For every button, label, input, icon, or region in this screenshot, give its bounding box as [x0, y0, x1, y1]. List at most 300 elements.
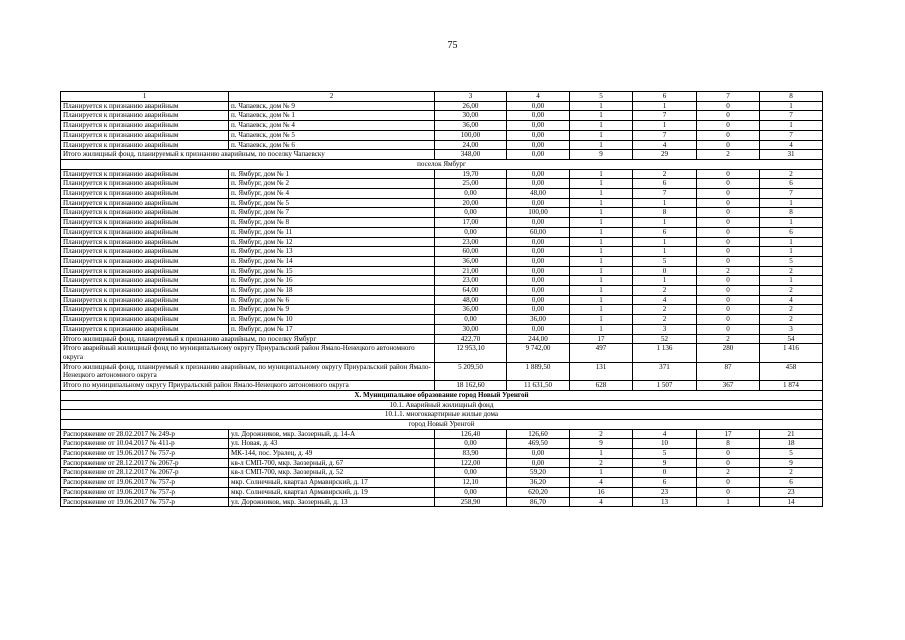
basis-cell: Планируется к признанию аварийным [61, 247, 229, 257]
basis-cell: Планируется к признанию аварийным [61, 179, 229, 189]
address-cell: п. Чапаевск, дом № 4 [229, 121, 435, 131]
basis-cell: Планируется к признанию аварийным [61, 111, 229, 121]
total-row [61, 344, 823, 362]
value-cell: 1 [760, 247, 823, 257]
value-cell: 4 [633, 140, 697, 150]
address-cell: п. Чапаевск, дом № 1 [229, 111, 435, 121]
basis-cell: Планируется к признанию аварийным [61, 266, 229, 276]
total-label-cell: Итого аварийный жилищный фонд по муниципальному округу Приуральский район Ямало-Ненецкого автономного округа [61, 344, 435, 362]
value-cell: 5 [760, 449, 823, 459]
address-cell: п. Чапаевск, дом № 6 [229, 140, 435, 150]
total-value-cell: 244,00 [507, 334, 570, 344]
value-cell: 1 [633, 276, 697, 286]
value-cell: 0,00 [507, 101, 570, 111]
value-cell: 4 [760, 295, 823, 305]
total-value-cell: 422,70 [435, 334, 507, 344]
column-number-row [61, 92, 823, 102]
table-row [61, 189, 823, 199]
value-cell: 1 [570, 208, 633, 218]
value-cell: 1 [633, 237, 697, 247]
value-cell: 0 [633, 266, 697, 276]
value-cell: 0 [697, 237, 760, 247]
page-number: 75 [447, 40, 458, 51]
value-cell: 1 [570, 218, 633, 228]
total-value-cell: 9 [570, 150, 633, 160]
value-cell: 126,40 [435, 429, 507, 439]
value-cell: 0 [697, 169, 760, 179]
value-cell: 0,00 [435, 315, 507, 325]
value-cell: 0 [697, 315, 760, 325]
value-cell: 23,00 [435, 237, 507, 247]
housing-table-container [60, 91, 822, 507]
total-value-cell: 1 136 [633, 344, 697, 362]
total-row [61, 362, 823, 380]
value-cell: 4 [633, 429, 697, 439]
value-cell: 1 [633, 121, 697, 131]
value-cell: 20,00 [435, 198, 507, 208]
value-cell: 1 [570, 101, 633, 111]
value-cell: 0,00 [507, 247, 570, 257]
address-cell: п. Ямбург, дом № 10 [229, 315, 435, 325]
value-cell: 59,20 [507, 468, 570, 478]
value-cell: 2 [760, 266, 823, 276]
table-row [61, 101, 823, 111]
section-heading-cell: X. Муниципальное образование город Новый Уренгой [61, 390, 823, 400]
total-label-cell: Итого по муниципальному округу Приуральский район Ямало-Ненецкого автономного округа [61, 381, 435, 391]
value-cell: 4 [760, 140, 823, 150]
value-cell: 9 [570, 439, 633, 449]
value-cell: 2 [697, 468, 760, 478]
value-cell: 122,00 [435, 458, 507, 468]
table-row [61, 487, 823, 497]
basis-cell: Планируется к признанию аварийным [61, 305, 229, 315]
address-cell: п. Ямбург, дом № 17 [229, 324, 435, 334]
table-row [61, 478, 823, 488]
value-cell: 17,00 [435, 218, 507, 228]
address-cell: п. Ямбург, дом № 14 [229, 256, 435, 266]
value-cell: 7 [760, 189, 823, 199]
total-value-cell: 52 [633, 334, 697, 344]
basis-cell: Планируется к признанию аварийным [61, 276, 229, 286]
table-row [61, 208, 823, 218]
address-cell: п. Ямбург, дом № 11 [229, 227, 435, 237]
value-cell: 258,90 [435, 497, 507, 507]
total-value-cell: 1 889,50 [507, 362, 570, 380]
value-cell: 2 [697, 266, 760, 276]
value-cell: 24,00 [435, 140, 507, 150]
basis-cell: Планируется к признанию аварийным [61, 198, 229, 208]
value-cell: 7 [760, 130, 823, 140]
address-cell: ул. Дорожников, мкр. Заозерный, д. 13 [229, 497, 435, 507]
value-cell: 5 [760, 256, 823, 266]
value-cell: 0,00 [435, 439, 507, 449]
value-cell: 60,00 [435, 247, 507, 257]
value-cell: 19,70 [435, 169, 507, 179]
value-cell: 0 [697, 324, 760, 334]
value-cell: 2 [633, 286, 697, 296]
basis-cell: Планируется к признанию аварийным [61, 324, 229, 334]
value-cell: 0 [697, 449, 760, 459]
table-row [61, 198, 823, 208]
address-cell: п. Ямбург, дом № 9 [229, 305, 435, 315]
table-row [61, 256, 823, 266]
value-cell: 4 [570, 478, 633, 488]
value-cell: 23,00 [435, 276, 507, 286]
address-cell: кв-л СМП-700, мкр. Заозерный, д. 67 [229, 458, 435, 468]
total-value-cell: 1 507 [633, 381, 697, 391]
value-cell: 48,00 [507, 189, 570, 199]
total-value-cell: 5 209,50 [435, 362, 507, 380]
total-value-cell: 2 [697, 150, 760, 160]
total-value-cell: 18 162,60 [435, 381, 507, 391]
value-cell: 9 [760, 458, 823, 468]
value-cell: 0,00 [507, 458, 570, 468]
value-cell: 64,00 [435, 286, 507, 296]
value-cell: 48,00 [435, 295, 507, 305]
value-cell: 1 [633, 247, 697, 257]
value-cell: 0 [697, 478, 760, 488]
value-cell: 4 [570, 497, 633, 507]
basis-cell: Распоряжение от 19.06.2017 № 757-р [61, 478, 229, 488]
value-cell: 1 [633, 101, 697, 111]
column-number-cell: 6 [633, 92, 697, 102]
value-cell: 1 [570, 256, 633, 266]
value-cell: 1 [760, 198, 823, 208]
total-value-cell: 31 [760, 150, 823, 160]
section-heading-row [61, 400, 823, 410]
value-cell: 1 [570, 468, 633, 478]
value-cell: 0 [697, 295, 760, 305]
basis-cell: Распоряжение от 28.12.2017 № 2067-р [61, 468, 229, 478]
column-number-cell: 8 [760, 92, 823, 102]
table-row [61, 121, 823, 131]
address-cell: п. Чапаевск, дом № 9 [229, 101, 435, 111]
value-cell: 17 [697, 429, 760, 439]
value-cell: 620,20 [507, 487, 570, 497]
value-cell: 4 [633, 295, 697, 305]
value-cell: 36,00 [507, 315, 570, 325]
total-value-cell: 11 631,50 [507, 381, 570, 391]
column-number-cell: 7 [697, 92, 760, 102]
table-row [61, 179, 823, 189]
total-label-cell: Итого жилищный фонд, планируемый к признанию аварийным, по муниципальному округу Приуральский район Ямало-Ненецкого автономного округа [61, 362, 435, 380]
value-cell: 6 [760, 478, 823, 488]
column-number-cell: 1 [61, 92, 229, 102]
value-cell: 0 [697, 247, 760, 257]
value-cell: 0 [697, 121, 760, 131]
value-cell: 36,20 [507, 478, 570, 488]
value-cell: 36,00 [435, 121, 507, 131]
address-cell: мкр. Солнечный, квартал Армавирский, д. 17 [229, 478, 435, 488]
value-cell: 18 [760, 439, 823, 449]
table-row [61, 458, 823, 468]
address-cell: п. Ямбург, дом № 12 [229, 237, 435, 247]
basis-cell: Распоряжение от 28.12.2017 № 2067-р [61, 458, 229, 468]
total-value-cell: 12 953,10 [435, 344, 507, 362]
value-cell: 0 [697, 305, 760, 315]
address-cell: п. Ямбург, дом № 2 [229, 179, 435, 189]
value-cell: 2 [633, 305, 697, 315]
value-cell: 0 [697, 111, 760, 121]
value-cell: 1 [570, 324, 633, 334]
value-cell: 14 [760, 497, 823, 507]
total-label-cell: Итого жилищный фонд, планируемый к признанию аварийным, по поселку Чапаевску [61, 150, 435, 160]
total-value-cell: 17 [570, 334, 633, 344]
section-heading-row [61, 159, 823, 169]
value-cell: 0,00 [435, 468, 507, 478]
value-cell: 26,00 [435, 101, 507, 111]
value-cell: 0 [697, 276, 760, 286]
total-row [61, 381, 823, 391]
basis-cell: Распоряжение от 19.06.2017 № 757-р [61, 487, 229, 497]
address-cell: ул. Дорожников, мкр. Заозерный, д. 14-А [229, 429, 435, 439]
section-heading-row [61, 419, 823, 429]
value-cell: 0,00 [507, 198, 570, 208]
column-number-cell: 3 [435, 92, 507, 102]
value-cell: 0 [697, 286, 760, 296]
value-cell: 1 [570, 295, 633, 305]
total-value-cell: 2 [697, 334, 760, 344]
basis-cell: Распоряжение от 19.06.2017 № 757-р [61, 497, 229, 507]
table-row [61, 227, 823, 237]
value-cell: 2 [633, 315, 697, 325]
total-value-cell: 497 [570, 344, 633, 362]
value-cell: 2 [760, 315, 823, 325]
basis-cell: Планируется к признанию аварийным [61, 256, 229, 266]
value-cell: 1 [570, 189, 633, 199]
value-cell: 8 [697, 439, 760, 449]
table-row [61, 140, 823, 150]
value-cell: 3 [633, 324, 697, 334]
value-cell: 1 [570, 266, 633, 276]
basis-cell: Планируется к признанию аварийным [61, 130, 229, 140]
address-cell: п. Ямбург, дом № 4 [229, 189, 435, 199]
value-cell: 1 [570, 121, 633, 131]
total-value-cell: 0,00 [507, 150, 570, 160]
value-cell: 36,00 [435, 305, 507, 315]
value-cell: 6 [633, 179, 697, 189]
address-cell: ул. Новая, д. 43 [229, 439, 435, 449]
value-cell: 6 [633, 478, 697, 488]
housing-table [60, 91, 823, 507]
basis-cell: Распоряжение от 28.02.2017 № 249-р [61, 429, 229, 439]
table-row [61, 439, 823, 449]
address-cell: п. Ямбург, дом № 13 [229, 247, 435, 257]
total-value-cell: 458 [760, 362, 823, 380]
value-cell: 100,00 [507, 208, 570, 218]
basis-cell: Планируется к признанию аварийным [61, 208, 229, 218]
value-cell: 0,00 [435, 487, 507, 497]
table-row [61, 324, 823, 334]
value-cell: 0 [697, 179, 760, 189]
table-row [61, 429, 823, 439]
table-row [61, 315, 823, 325]
basis-cell: Распоряжение от 19.06.2017 № 757-р [61, 449, 229, 459]
value-cell: 1 [570, 276, 633, 286]
value-cell: 0 [697, 218, 760, 228]
value-cell: 16 [570, 487, 633, 497]
value-cell: 1 [570, 227, 633, 237]
value-cell: 0 [697, 198, 760, 208]
table-row [61, 468, 823, 478]
value-cell: 0,00 [507, 169, 570, 179]
table-row [61, 295, 823, 305]
value-cell: 469,50 [507, 439, 570, 449]
value-cell: 1 [760, 218, 823, 228]
address-cell: п. Ямбург, дом № 16 [229, 276, 435, 286]
basis-cell: Планируется к признанию аварийным [61, 227, 229, 237]
value-cell: 23 [760, 487, 823, 497]
value-cell: 86,70 [507, 497, 570, 507]
value-cell: 0 [697, 227, 760, 237]
value-cell: 1 [570, 247, 633, 257]
value-cell: 0 [697, 208, 760, 218]
total-value-cell: 87 [697, 362, 760, 380]
value-cell: 0 [697, 189, 760, 199]
section-heading-row [61, 390, 823, 400]
value-cell: 23 [633, 487, 697, 497]
value-cell: 83,90 [435, 449, 507, 459]
value-cell: 1 [570, 286, 633, 296]
address-cell: п. Ямбург, дом № 6 [229, 295, 435, 305]
value-cell: 60,00 [507, 227, 570, 237]
value-cell: 0,00 [435, 227, 507, 237]
basis-cell: Планируется к признанию аварийным [61, 169, 229, 179]
value-cell: 1 [570, 179, 633, 189]
value-cell: 21 [760, 429, 823, 439]
section-heading-cell: поселок Ямбург [61, 159, 823, 169]
total-value-cell: 131 [570, 362, 633, 380]
value-cell: 0,00 [507, 218, 570, 228]
value-cell: 2 [570, 429, 633, 439]
address-cell: кв-л СМП-700, мкр. Заозерный, д. 52 [229, 468, 435, 478]
section-heading-cell: 10.1. Аварийный жилищный фонд [61, 400, 823, 410]
value-cell: 0 [633, 468, 697, 478]
basis-cell: Планируется к признанию аварийным [61, 140, 229, 150]
value-cell: 7 [633, 130, 697, 140]
value-cell: 1 [570, 237, 633, 247]
value-cell: 8 [760, 208, 823, 218]
value-cell: 21,00 [435, 266, 507, 276]
value-cell: 1 [760, 101, 823, 111]
value-cell: 30,00 [435, 324, 507, 334]
table-row [61, 237, 823, 247]
value-cell: 30,00 [435, 111, 507, 121]
basis-cell: Планируется к признанию аварийным [61, 121, 229, 131]
value-cell: 0,00 [435, 189, 507, 199]
basis-cell: Планируется к признанию аварийным [61, 286, 229, 296]
value-cell: 2 [760, 305, 823, 315]
value-cell: 6 [633, 227, 697, 237]
value-cell: 1 [633, 218, 697, 228]
value-cell: 100,00 [435, 130, 507, 140]
basis-cell: Планируется к признанию аварийным [61, 295, 229, 305]
value-cell: 1 [570, 198, 633, 208]
table-body [61, 92, 823, 507]
value-cell: 0 [697, 256, 760, 266]
value-cell: 0,00 [435, 208, 507, 218]
table-row [61, 169, 823, 179]
value-cell: 5 [633, 449, 697, 459]
value-cell: 0,00 [507, 140, 570, 150]
basis-cell: Планируется к признанию аварийным [61, 218, 229, 228]
table-row [61, 111, 823, 121]
address-cell: п. Ямбург, дом № 7 [229, 208, 435, 218]
value-cell: 13 [633, 497, 697, 507]
value-cell: 1 [633, 198, 697, 208]
total-value-cell: 1 416 [760, 344, 823, 362]
section-heading-cell: город Новый Уренгой [61, 419, 823, 429]
value-cell: 9 [633, 458, 697, 468]
value-cell: 7 [633, 189, 697, 199]
value-cell: 6 [760, 179, 823, 189]
value-cell: 7 [633, 111, 697, 121]
value-cell: 0 [697, 487, 760, 497]
value-cell: 1 [570, 315, 633, 325]
value-cell: 0 [697, 458, 760, 468]
value-cell: 1 [570, 111, 633, 121]
value-cell: 1 [760, 121, 823, 131]
table-row [61, 218, 823, 228]
total-row [61, 334, 823, 344]
value-cell: 2 [570, 458, 633, 468]
value-cell: 0,00 [507, 324, 570, 334]
value-cell: 2 [760, 286, 823, 296]
value-cell: 0,00 [507, 111, 570, 121]
column-number-cell: 4 [507, 92, 570, 102]
value-cell: 0,00 [507, 130, 570, 140]
table-row [61, 497, 823, 507]
value-cell: 0,00 [507, 237, 570, 247]
value-cell: 0,00 [507, 449, 570, 459]
total-label-cell: Итого жилищный фонд, планируемый к признанию аварийным, по поселку Ямбург [61, 334, 435, 344]
table-row [61, 286, 823, 296]
address-cell: п. Ямбург, дом № 18 [229, 286, 435, 296]
value-cell: 12,10 [435, 478, 507, 488]
value-cell: 25,00 [435, 179, 507, 189]
total-value-cell: 54 [760, 334, 823, 344]
table-row [61, 247, 823, 257]
value-cell: 1 [760, 237, 823, 247]
total-value-cell: 1 874 [760, 381, 823, 391]
value-cell: 1 [570, 305, 633, 315]
address-cell: п. Ямбург, дом № 5 [229, 198, 435, 208]
total-value-cell: 280 [697, 344, 760, 362]
table-row [61, 276, 823, 286]
address-cell: п. Чапаевск, дом № 5 [229, 130, 435, 140]
value-cell: 0,00 [507, 305, 570, 315]
column-number-cell: 2 [229, 92, 435, 102]
section-heading-row [61, 410, 823, 420]
value-cell: 1 [697, 497, 760, 507]
column-number-cell: 5 [570, 92, 633, 102]
value-cell: 2 [633, 169, 697, 179]
address-cell: п. Ямбург, дом № 1 [229, 169, 435, 179]
value-cell: 6 [760, 227, 823, 237]
value-cell: 0,00 [507, 179, 570, 189]
address-cell: МК-144, пос. Уралец, д. 49 [229, 449, 435, 459]
address-cell: п. Ямбург, дом № 15 [229, 266, 435, 276]
value-cell: 8 [633, 208, 697, 218]
value-cell: 0,00 [507, 256, 570, 266]
basis-cell: Планируется к признанию аварийным [61, 315, 229, 325]
table-row [61, 305, 823, 315]
value-cell: 10 [633, 439, 697, 449]
basis-cell: Распоряжение от 10.04.2017 № 411-р [61, 439, 229, 449]
table-row [61, 449, 823, 459]
total-row [61, 150, 823, 160]
value-cell: 0 [697, 140, 760, 150]
